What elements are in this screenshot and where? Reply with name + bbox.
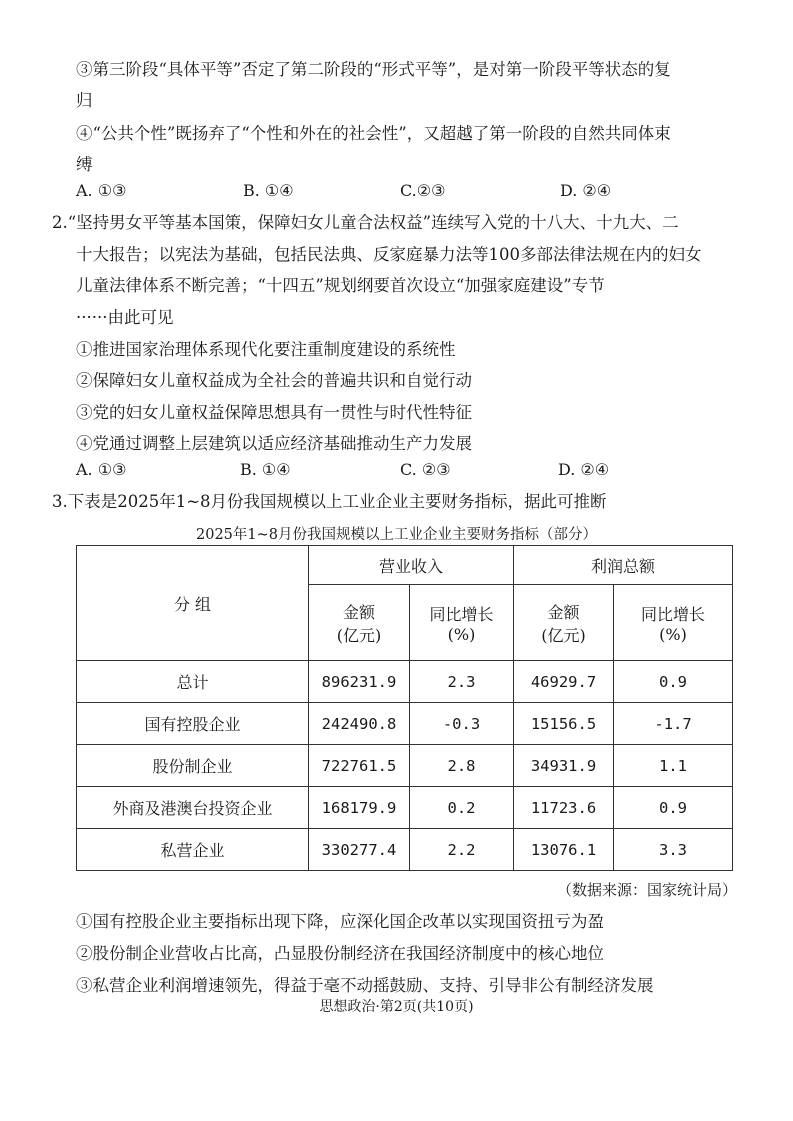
financial-indicators-table (76, 545, 733, 871)
q2-option-b: B. ①④ (240, 460, 291, 479)
profit-amount-header: 金额 (亿元) (514, 585, 614, 661)
row-revenue: 330277.4 (309, 829, 410, 871)
row-revenue-growth: -0.3 (410, 703, 514, 745)
row-profit: 13076.1 (514, 829, 614, 871)
row-group: 国有控股企业 (77, 703, 309, 745)
q1-option-d: D. ②④ (560, 181, 612, 200)
q3-stem: 3.下表是2025年1~8月份我国规模以上工业企业主要财务指标，据此可推断 (52, 492, 607, 511)
q3-item-2: ②股份制企业营收占比高，凸显股份制经济在我国经济制度中的核心地位 (76, 944, 604, 963)
row-profit-growth: 0.9 (614, 661, 733, 703)
q2-stem-line-3: 儿童法律体系不断完善；“十四五”规划纲要首次设立“加强家庭建设”专节 (76, 276, 605, 295)
q2-stem-line-1: 2.“坚持男女平等基本国策，保障妇女儿童合法权益”连续写入党的十八大、十九大、二 (52, 213, 679, 232)
q1-option-b: B. ①④ (243, 181, 294, 200)
q1-item-3-line-2: 归 (76, 91, 93, 110)
row-profit-growth: 0.9 (614, 787, 733, 829)
data-source-note: （数据来源：国家统计局） (556, 881, 737, 899)
q2-option-d: D. ②④ (558, 460, 610, 479)
q1-item-4-line-1: ④“公共个性”既扬弃了“个性和外在的社会性”，又超越了第一阶段的自然共同体束 (76, 124, 671, 143)
row-revenue: 242490.8 (309, 703, 410, 745)
table-row (77, 745, 733, 787)
row-profit: 34931.9 (514, 745, 614, 787)
table-row (77, 829, 733, 871)
row-group: 股份制企业 (77, 745, 309, 787)
q2-item-3: ③党的妇女儿童权益保障思想具有一贯性与时代性特征 (76, 403, 472, 422)
q1-item-3-line-1: ③第三阶段“具体平等”否定了第二阶段的“形式平等”，是对第一阶段平等状态的复 (76, 60, 671, 79)
q2-option-a: A. ①③ (76, 460, 127, 479)
page-footer: 思想政治·第2页(共10页) (319, 999, 474, 1015)
q2-item-1: ①推进国家治理体系现代化要注重制度建设的系统性 (76, 340, 456, 359)
profit-growth-header: 同比增长 (%) (614, 585, 733, 661)
row-revenue-growth: 0.2 (410, 787, 514, 829)
row-profit: 46929.7 (514, 661, 614, 703)
row-revenue-growth: 2.3 (410, 661, 514, 703)
table-row (77, 703, 733, 745)
row-profit-growth: 3.3 (614, 829, 733, 871)
row-group: 外商及港澳台投资企业 (77, 787, 309, 829)
table-caption: 2025年1~8月份我国规模以上工业企业主要财务指标（部分） (196, 527, 597, 543)
row-revenue: 168179.9 (309, 787, 410, 829)
table-row (77, 787, 733, 829)
q3-item-1: ①国有控股企业主要指标出现下降，应深化国企改革以实现国资扭亏为盈 (76, 912, 604, 931)
row-group: 私营企业 (77, 829, 309, 871)
revenue-growth-header: 同比增长 (%) (410, 585, 514, 661)
row-profit-growth: 1.1 (614, 745, 733, 787)
row-group: 总计 (77, 661, 309, 703)
row-revenue-growth: 2.8 (410, 745, 514, 787)
revenue-header: 营业收入 (309, 546, 514, 585)
row-revenue: 722761.5 (309, 745, 410, 787)
row-profit-growth: -1.7 (614, 703, 733, 745)
q1-option-c: C.②③ (400, 181, 446, 200)
revenue-amount-header: 金额 (亿元) (309, 585, 410, 661)
row-revenue: 896231.9 (309, 661, 410, 703)
row-profit: 15156.5 (514, 703, 614, 745)
q1-item-4-line-2: 缚 (76, 155, 93, 174)
q2-item-4: ④党通过调整上层建筑以适应经济基础推动生产力发展 (76, 434, 472, 453)
q2-option-c: C. ②③ (400, 460, 451, 479)
q2-stem-line-4: ······由此可见 (76, 308, 174, 327)
q2-item-2: ②保障妇女儿童权益成为全社会的普遍共识和自觉行动 (76, 371, 472, 390)
q2-stem-line-2: 十大报告；以宪法为基础，包括民法典、反家庭暴力法等100多部法律法规在内的妇女 (76, 245, 702, 264)
group-header: 分 组 (77, 546, 309, 661)
profit-header: 利润总额 (514, 546, 733, 585)
q3-item-3: ③私营企业利润增速领先，得益于毫不动摇鼓励、支持、引导非公有制经济发展 (76, 976, 654, 995)
row-revenue-growth: 2.2 (410, 829, 514, 871)
table-row (77, 661, 733, 703)
q1-option-a: A. ①③ (76, 181, 127, 200)
row-profit: 11723.6 (514, 787, 614, 829)
